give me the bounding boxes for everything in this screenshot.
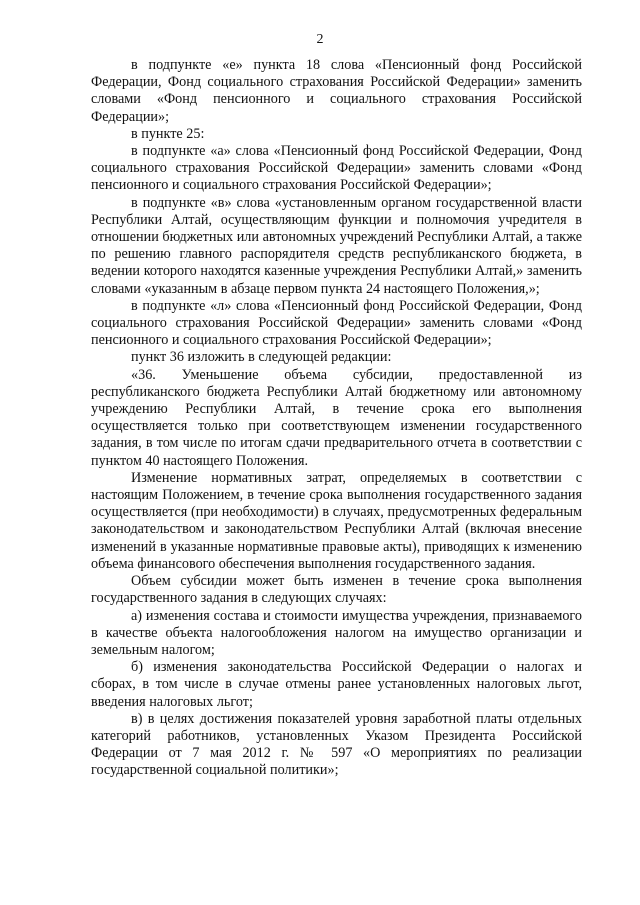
paragraph-normative-costs: Изменение нормативных затрат, определяемых в соответствии с настоящим Положением, в течение срока выполнения государственного задания осуществляется (при необходимости) в случаях, предусмотренных федеральным законодательством и законодательством Республики Алтай (включая внесение изменений в указанные нормативные правовые акты), приводящих к изменению объема финансового обеспечения выполнения государственного задания. [91, 469, 582, 572]
paragraph-subpoint-l: в подпункте «л» слова «Пенсионный фонд Российской Федерации, Фонд социального страхования Российской Федерации» заменить словами «Фонд пенсионного и социального страхования Российской Федерации»; [91, 297, 582, 349]
paragraph-case-v: в) в целях достижения показателей уровня заработной платы отдельных категорий работников, установленных Указом Президента Российской Федерации от 7 мая 2012 г. № 597 «О мероприятиях по реализации государственной социальной политики»; [91, 710, 582, 779]
paragraph-case-a: а) изменения состава и стоимости имущества учреждения, признаваемого в качестве объекта налогообложения налогом на имущество организации и земельным налогом; [91, 607, 582, 658]
paragraph-subpoint-a: в подпункте «а» слова «Пенсионный фонд Российской Федерации, Фонд социального страхования Российской Федерации» заменить словами «Фонд пенсионного и социального страхования Российской Федерации»; [91, 143, 582, 194]
paragraph-point-25-intro: в пункте 25: [131, 125, 205, 142]
paragraph-subpoint-v: в подпункте «в» слова «установленным органом государственной власти Республики Алтай, осуществляющим функции и полномочия учредителя в отношении бюджетных или автономных учреждений Республики Алтай, а также по решению главного распорядителя средств республиканского бюджета, в ведении которого находятся казенные учреждения Республики Алтай,» заменить словами «указанным в абзаце первом пункта 24 настоящего Положения,»; [91, 194, 582, 297]
paragraph-case-b: б) изменения законодательства Российской Федерации о налогах и сборах, в том числе в случае отмены ранее установленных налоговых льгот, введения налоговых льгот; [91, 659, 582, 710]
paragraph-subpoint-e-point-18: в подпункте «е» пункта 18 слова «Пенсионный фонд Российской Федерации, Фонд социального страхования Российской Федерации» заменить словами «Фонд пенсионного и социального страхования Российской Федерации»; [91, 57, 582, 125]
document-body [91, 57, 582, 780]
paragraph-point-36-text: «36. Уменьшение объема субсидии, предоставленной из республиканского бюджета Республики Алтай бюджетному или автономному учреждению Республики Алтай, в течение срока его выполнения осуществляется только при соответствующем изменении государственного задания, в том числе по итогам сдачи предварительного отчета в соответствии с пунктом 40 настоящего Положения. [91, 366, 582, 469]
paragraph-subsidy-change-cases: Объем субсидии может быть изменен в течение срока выполнения государственного задания в следующих случаях: [91, 573, 582, 607]
paragraph-point-36-intro: пункт 36 изложить в следующей редакции: [131, 349, 392, 366]
page-number: 2 [316, 32, 324, 47]
